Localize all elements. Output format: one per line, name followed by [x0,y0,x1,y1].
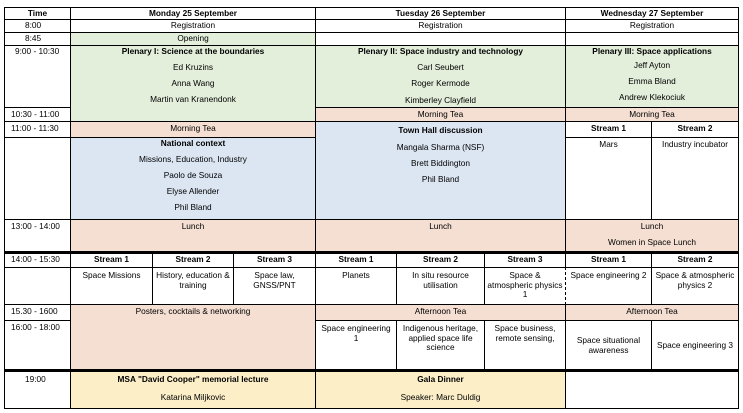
gala-dinner: Gala Dinner Speaker: Marc Duldig [315,369,566,409]
time-slot: 8:45 [4,32,71,46]
time-slot: 13:00 - 14:00 [4,219,71,252]
time-slot: 14:00 - 15:30 [4,251,71,268]
wed-stream-1-header: Stream 1 [565,121,652,138]
time-slot: 9:00 - 10:30 [4,45,71,108]
morning-tea-tue: Morning Tea [315,107,566,122]
plenary-3: Plenary III: Space applications Jeff Ayton Emma Bland Andrew Klekociuk [565,45,739,108]
session-industry-incubator: Industry incubator [651,137,739,220]
header-monday: Monday 25 September [70,7,316,20]
time-slot: 10:30 - 11:00 [4,107,71,122]
time-slot-empty [4,267,71,305]
time-slot-empty [4,137,71,220]
time-slot: 19:00 [4,369,71,409]
session-space-law: Space law, GNSS/PNT [233,267,316,305]
session-space-business: Space business, remote sensing, [484,320,566,371]
town-hall-discussion: Town Hall discussion Mangala Sharma (NSF) Brett Biddington Phil Bland [315,121,566,220]
registration-tue: Registration [315,19,566,33]
session-planets: Planets [315,267,397,305]
morning-tea-wed: Morning Tea [565,107,739,122]
time-slot: 15.30 - 1600 [4,304,71,321]
header-wednesday: Wednesday 27 September [565,7,739,20]
session-mars: Mars [565,137,652,220]
plenary-2: Plenary II: Space industry and technology Carl Seubert Roger Kermode Kimberley Clayfield [315,45,566,108]
empty-cell [565,32,739,46]
registration-wed: Registration [565,19,739,33]
session-space-eng-1: Space engineering 1 [315,320,397,371]
posters-cocktails: Posters, cocktails & networking [70,304,316,371]
mon-stream-3-header: Stream 3 [233,251,316,268]
time-slot: 11:00 - 11:30 [4,121,71,138]
session-history-education: History, education & training [152,267,234,305]
lunch-mon: Lunch [70,219,316,252]
opening-mon: Opening [70,32,316,46]
header-tuesday: Tuesday 26 September [315,7,566,20]
header-time: Time [4,7,71,20]
session-atmos-physics-2: Space & atmospheric physics 2 [651,267,739,305]
tue-stream-3-header: Stream 3 [484,251,566,268]
time-slot: 16:00 - 18:00 [4,320,71,371]
session-atmos-physics-1: Space & atmospheric physics 1 [484,267,566,305]
morning-tea-mon: Morning Tea [70,121,316,138]
memorial-lecture: MSA "David Cooper" memorial lecture Katarina Miljkovic [70,369,316,409]
mon-stream-1-header: Stream 1 [70,251,153,268]
tue-stream-1-header: Stream 1 [315,251,397,268]
session-space-eng-3: Space engineering 3 [651,320,739,371]
wed-pm-stream-1-header: Stream 1 [565,251,652,268]
lunch-wed: Lunch Women in Space Lunch [565,219,739,252]
session-space-eng-2: Space engineering 2 [565,267,652,305]
lunch-tue: Lunch [315,219,566,252]
afternoon-tea-tue: Afternoon Tea [315,304,566,321]
time-slot: 8:00 [4,19,71,33]
registration-mon: Registration [70,19,316,33]
empty-cell [565,369,739,409]
session-indigenous-heritage: Indigenous heritage, applied space life science [396,320,485,371]
session-ssa: Space situational awareness [565,320,652,371]
plenary-1: Plenary I: Science at the boundaries Ed Kruzins Anna Wang Martin van Kranendonk [70,45,316,122]
session-space-missions: Space Missions [70,267,153,305]
tue-stream-2-header: Stream 2 [396,251,485,268]
session-in-situ: In situ resource utilisation [396,267,485,305]
afternoon-tea-wed: Afternoon Tea [565,304,739,321]
national-context: National context Missions, Education, Industry Paolo de Souza Elyse Allender Phil Bland [70,137,316,220]
wed-stream-2-header: Stream 2 [651,121,739,138]
empty-cell [315,32,566,46]
mon-stream-2-header: Stream 2 [152,251,234,268]
wed-pm-stream-2-header: Stream 2 [651,251,739,268]
